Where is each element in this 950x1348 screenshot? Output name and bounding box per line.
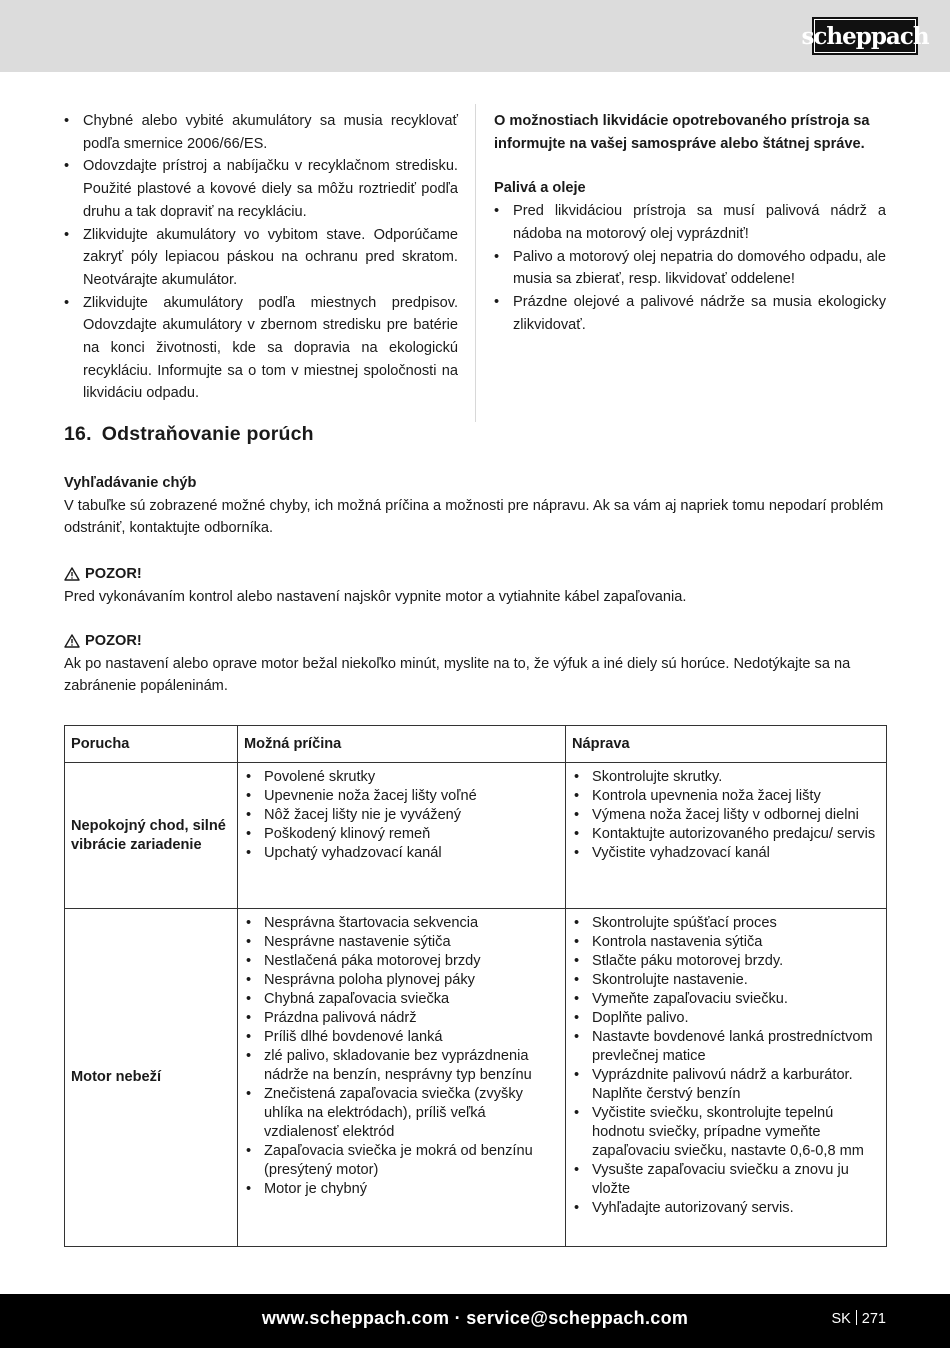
section-title bbox=[64, 423, 314, 446]
header-remedy: Náprava bbox=[566, 726, 887, 763]
page-separator bbox=[856, 1310, 857, 1325]
disposal-left-column bbox=[64, 110, 458, 405]
fuels-heading: Palivá a oleje bbox=[494, 180, 586, 197]
table-row bbox=[65, 763, 887, 909]
language-code: SK bbox=[831, 1311, 851, 1327]
cause-item: • Upchatý vyhadzovací kanál bbox=[244, 844, 559, 863]
page-number-value: 271 bbox=[861, 1311, 886, 1327]
remedy-item: • Vymeňte zapaľovaciu sviečku. bbox=[572, 990, 880, 1009]
cause-item: • Nesprávna štartovacia sekvencia bbox=[244, 914, 559, 933]
remedy-item: • Vyhľadajte autorizovaný servis. bbox=[572, 1199, 880, 1218]
cause-item: • Chybná zapaľovacia sviečka bbox=[244, 990, 559, 1009]
section-number: 16. bbox=[64, 423, 92, 445]
warning-2-text: Ak po nastavení alebo oprave motor bežal niekoľko minút, myslite na to, že výfuk a iné diely sú horúce. Nedotýkajte sa na zabránenie popáleninám. bbox=[64, 655, 851, 695]
remedy-item: • Vysušte zapaľovaciu sviečku a znovu ju vložte bbox=[572, 1161, 880, 1199]
cause-item: • Nestlačená páka motorovej brzdy bbox=[244, 952, 559, 971]
cause-item: • Nôž žacej lišty nie je vyvážený bbox=[244, 806, 559, 825]
disposal-right-column bbox=[494, 110, 886, 336]
cause-item: • Motor je chybný bbox=[244, 1180, 559, 1199]
cause-item: • zlé palivo, skladovanie bez vyprázdnenia nádrže na benzín, nesprávny typ benzínu bbox=[244, 1047, 559, 1085]
section-title-text: Odstraňovanie porúch bbox=[101, 423, 314, 445]
fault-cell: Motor nebeží bbox=[65, 909, 238, 1247]
disposal-info-text: O možnostiach likvidácie opotrebovaného prístroja sa informujte na vašej samospráve alebo štátnej správe. bbox=[494, 113, 870, 152]
remedy-item: • Kontrola nastavenia sýtiča bbox=[572, 933, 880, 952]
warning-1 bbox=[64, 563, 886, 608]
remedies-cell bbox=[566, 763, 887, 909]
remedy-item: • Výmena noža žacej lišty v odbornej dielni bbox=[572, 806, 880, 825]
cause-item: • Povolené skrutky bbox=[244, 768, 559, 787]
warning-icon bbox=[64, 567, 80, 581]
remedy-item: • Kontrola upevnenia noža žacej lišty bbox=[572, 787, 880, 806]
footer-contact: www.scheppach.com · service@scheppach.com bbox=[261, 1308, 689, 1328]
remedy-item: • Skontrolujte skrutky. bbox=[572, 768, 880, 787]
causes-cell bbox=[238, 909, 566, 1247]
list-item: • Chybné alebo vybité akumulátory sa musia recyklovať podľa smernice 2006/66/ES. bbox=[64, 110, 458, 155]
brand-logo: scheppach bbox=[812, 17, 918, 55]
header-fault: Porucha bbox=[65, 726, 238, 763]
column-divider bbox=[475, 104, 476, 422]
table-row bbox=[65, 909, 887, 1247]
remedy-item: • Doplňte palivo. bbox=[572, 1009, 880, 1028]
list-item: • Zlikvidujte akumulátory vo vybitom stave. Odporúčame zakryť póly lepiacou páskou na ochranu pred skratom. Neotvárajte akumulátor. bbox=[64, 224, 458, 292]
footer bbox=[0, 1294, 950, 1348]
header-cause: Možná príčina bbox=[238, 726, 566, 763]
fault-cell: Nepokojný chod, silné vibrácie zariadenie bbox=[65, 763, 238, 909]
remedy-item: • Skontrolujte spúšťací proces bbox=[572, 914, 880, 933]
table-header-row bbox=[65, 726, 887, 763]
cause-item: • Nesprávna poloha plynovej páky bbox=[244, 971, 559, 990]
cause-item: • Zapaľovacia sviečka je mokrá od benzínu (presýtený motor) bbox=[244, 1142, 559, 1180]
causes-cell bbox=[238, 763, 566, 909]
cause-item: • Upevnenie noža žacej lišty voľné bbox=[244, 787, 559, 806]
remedy-item: • Vyprázdnite palivovú nádrž a karburátor. Naplňte čerstvý benzín bbox=[572, 1066, 880, 1104]
cause-item: • Nesprávne nastavenie sýtiča bbox=[244, 933, 559, 952]
warning-icon bbox=[64, 634, 80, 648]
troubleshooting-table bbox=[64, 725, 887, 1247]
warning-2-label: POZOR! bbox=[85, 633, 142, 649]
remedy-item: • Stlačte páku motorovej brzdy. bbox=[572, 952, 880, 971]
troubleshooting-block bbox=[64, 472, 886, 540]
remedy-item: • Nastavte bovdenové lanká prostredníctvom prevlečnej matice bbox=[572, 1028, 880, 1066]
warning-1-label: POZOR! bbox=[85, 566, 142, 582]
list-item: • Odovzdajte prístroj a nabíjačku v recyklačnom stredisku. Použité plastové a kovové diely sa môžu roztriediť podľa druhu a tak dopraviť na recykláciu. bbox=[64, 155, 458, 223]
list-item: • Zlikvidujte akumulátory podľa miestnych predpisov. Odovzdajte akumulátory v zbernom stredisku pre batérie na konci životnosti, kde sa dopravia na ekologickú recykláciu. Informujte sa o tom v miestnej spoločnosti na likvidáciu odpadu. bbox=[64, 292, 458, 406]
remedies-cell bbox=[566, 909, 887, 1247]
fuels-list bbox=[494, 200, 886, 336]
remedy-item: • Kontaktujte autorizovaného predajcu/ servis bbox=[572, 825, 880, 844]
page-number bbox=[831, 1310, 886, 1327]
search-text: V tabuľke sú zobrazené možné chyby, ich možná príčina a možnosti pre nápravu. Ak sa vám aj napriek tomu nepodarí problém odstrániť, kontaktujte odborníka. bbox=[64, 497, 884, 537]
header-bar bbox=[0, 0, 950, 72]
remedy-item: • Vyčistite sviečku, skontrolujte tepelnú hodnotu sviečky, prípadne vymeňte zapaľovaciu sviečku, nastavte 0,6-0,8 mm bbox=[572, 1104, 880, 1161]
warning-2 bbox=[64, 630, 886, 698]
remedy-item: • Skontrolujte nastavenie. bbox=[572, 971, 880, 990]
cause-item: • Prázdna palivová nádrž bbox=[244, 1009, 559, 1028]
list-item: • Palivo a motorový olej nepatria do domového odpadu, ale musia sa zbierať, resp. likvidovať oddelene! bbox=[494, 246, 886, 291]
list-item: • Prázdne olejové a palivové nádrže sa musia ekologicky zlikvidovať. bbox=[494, 291, 886, 336]
cause-item: • Príliš dlhé bovdenové lanká bbox=[244, 1028, 559, 1047]
cause-item: • Poškodený klinový remeň bbox=[244, 825, 559, 844]
list-item: • Pred likvidáciou prístroja sa musí palivová nádrž a nádoba na motorový olej vyprázdniť! bbox=[494, 200, 886, 245]
warning-1-text: Pred vykonávaním kontrol alebo nastavení najskôr vypnite motor a vytiahnite kábel zapaľovania. bbox=[64, 588, 687, 605]
search-heading: Vyhľadávanie chýb bbox=[64, 475, 197, 491]
cause-item: • Znečistená zapaľovacia sviečka (zvyšky uhlíka na elektródach), príliš veľká vzdialenosť elektród bbox=[244, 1085, 559, 1142]
battery-disposal-list bbox=[64, 110, 458, 405]
remedy-item: • Vyčistite vyhadzovací kanál bbox=[572, 844, 880, 863]
